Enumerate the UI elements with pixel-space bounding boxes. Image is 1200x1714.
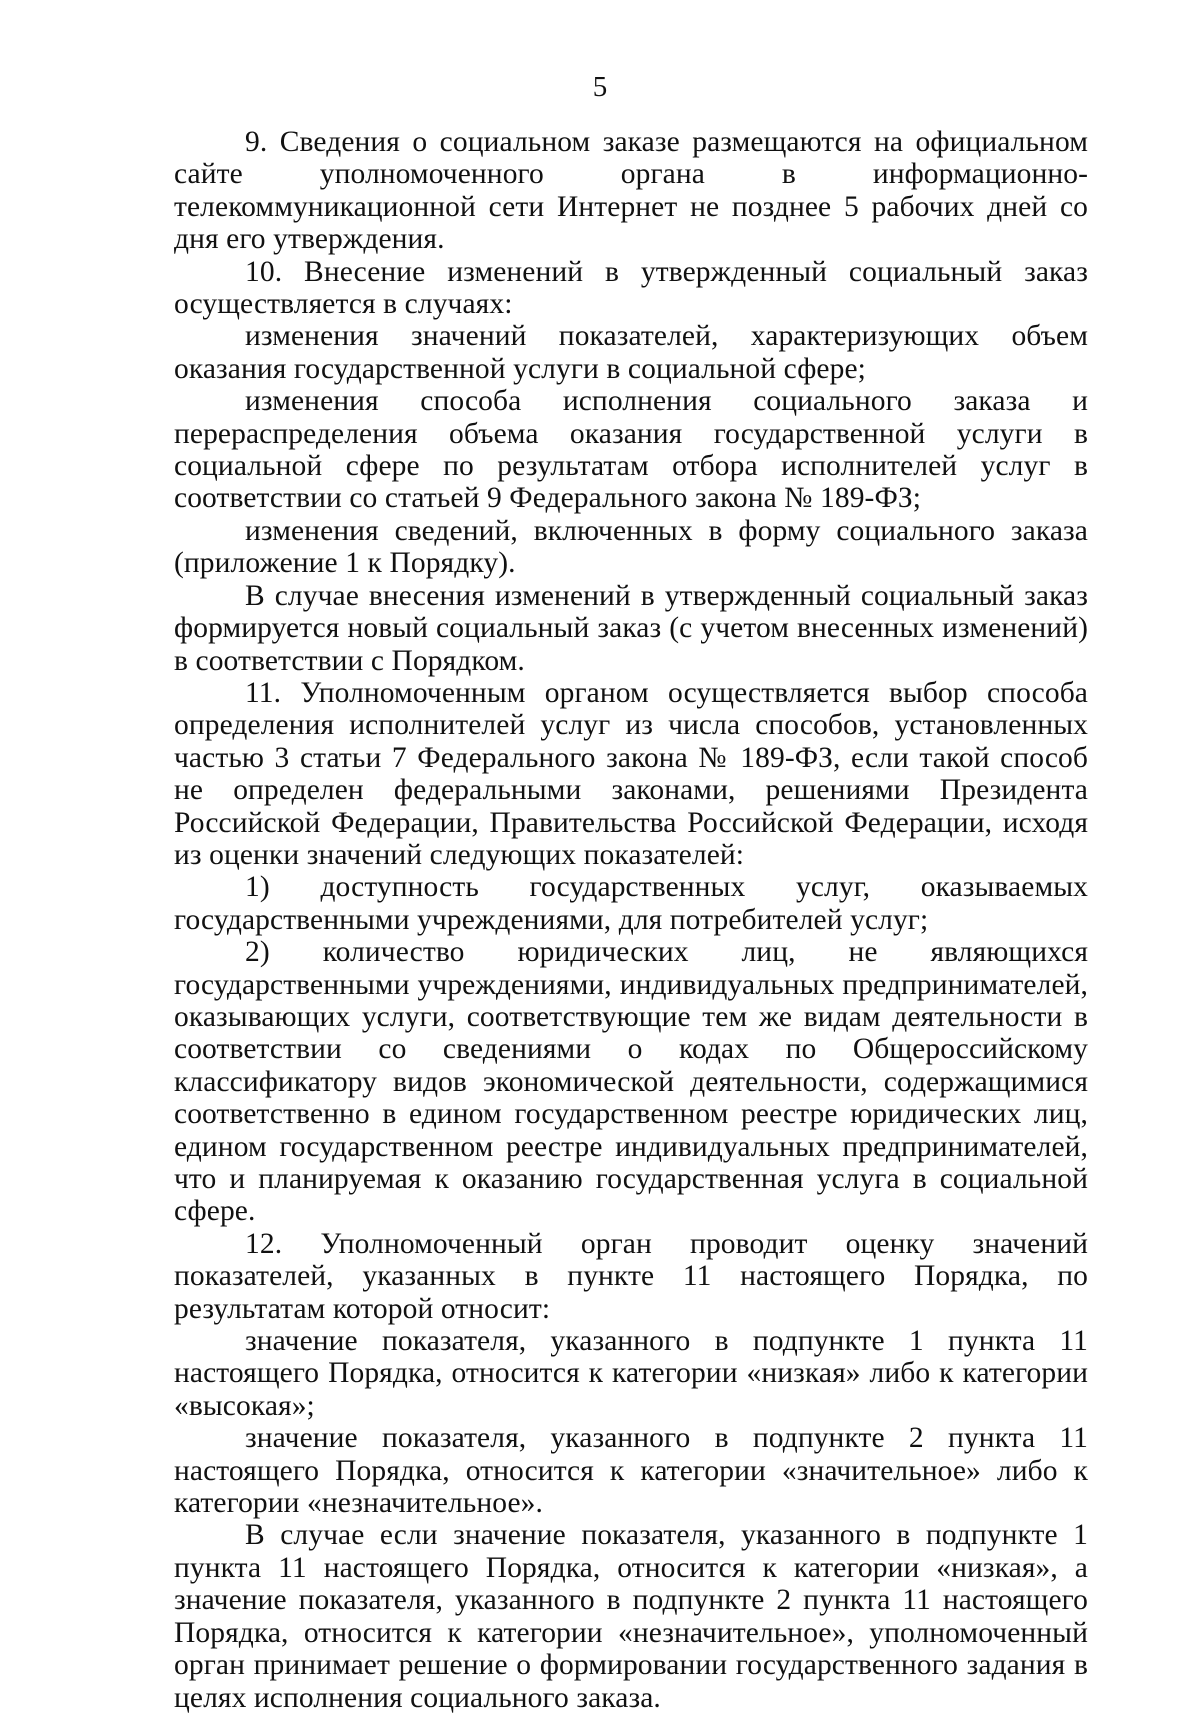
- paragraph-10-case-3: изменения сведений, включенных в форму социального заказа (приложение 1 к Порядку).: [174, 514, 1088, 580]
- paragraph-12: 12. Уполномоченный орган проводит оценку значений показателей, указанных в пункте 11 настоящего Порядка, по результатам которой относит:: [174, 1227, 1088, 1325]
- paragraph-10-note: В случае внесения изменений в утвержденный социальный заказ формируется новый социальный заказ (с учетом внесенных изменений) в соответствии с Порядком.: [174, 579, 1088, 677]
- paragraph-10-case-1: изменения значений показателей, характеризующих объем оказания государственной услуги в социальной сфере;: [174, 320, 1088, 385]
- paragraph-11-item-1: 1) доступность государственных услуг, оказываемых государственными учреждениями, для потребителей услуг;: [174, 871, 1088, 936]
- page-number: 5: [592, 71, 608, 103]
- paragraph-9: 9. Сведения о социальном заказе размещаются на официальном сайте уполномоченного органа в информационно-телекоммуникационной сети Интернет не позднее 5 рабочих дней со дня его утверждения.: [174, 126, 1088, 256]
- document-body: [174, 126, 1088, 1714]
- paragraph-12-decision: В случае если значение показателя, указанного в подпункте 1 пункта 11 настоящего Порядка, относится к категории «низкая», а значение показателя, указанного в подпункте 2 пункта 11 настоящего Порядка, относится к категории «незначительное», уполномоченный орган принимает решение о формировании государственного задания в целях исполнения социального заказа.: [174, 1519, 1088, 1714]
- paragraph-12-case-1: значение показателя, указанного в подпункте 1 пункта 11 настоящего Порядка, относится к категории «низкая» либо к категории «высокая»;: [174, 1325, 1088, 1422]
- paragraph-12-case-2: значение показателя, указанного в подпункте 2 пункта 11 настоящего Порядка, относится к категории «значительное» либо к категории «незначительное».: [174, 1422, 1088, 1520]
- paragraph-11: 11. Уполномоченным органом осуществляется выбор способа определения исполнителей услуг из числа способов, установленных частью 3 статьи 7 Федерального закона № 189-ФЗ, если такой способ не определен федеральными законами, решениями Президента Российской Федерации, Правительства Российской Федерации, исходя из оценки значений следующих показателей:: [174, 676, 1088, 871]
- paragraph-10-case-2: изменения способа исполнения социального заказа и перераспределения объема оказания государственной услуги в социальной сфере по результатам отбора исполнителей услуг в соответствии со статьей 9 Федерального закона № 189-ФЗ;: [174, 385, 1088, 515]
- paragraph-10: 10. Внесение изменений в утвержденный социальный заказ осуществляется в случаях:: [174, 255, 1088, 321]
- paragraph-11-item-2: 2) количество юридических лиц, не являющихся государственными учреждениями, индивидуальных предпринимателей, оказывающих услуги, соответствующие тем же видам деятельности в соответствии со сведениями о кодах по Общероссийскому классификатору видов экономической деятельности, содержащимися соответственно в едином государственном реестре юридических лиц, едином государственном реестре индивидуальных предпринимателей, что и планируемая к оказанию государственная услуга в социальной сфере.: [174, 936, 1088, 1228]
